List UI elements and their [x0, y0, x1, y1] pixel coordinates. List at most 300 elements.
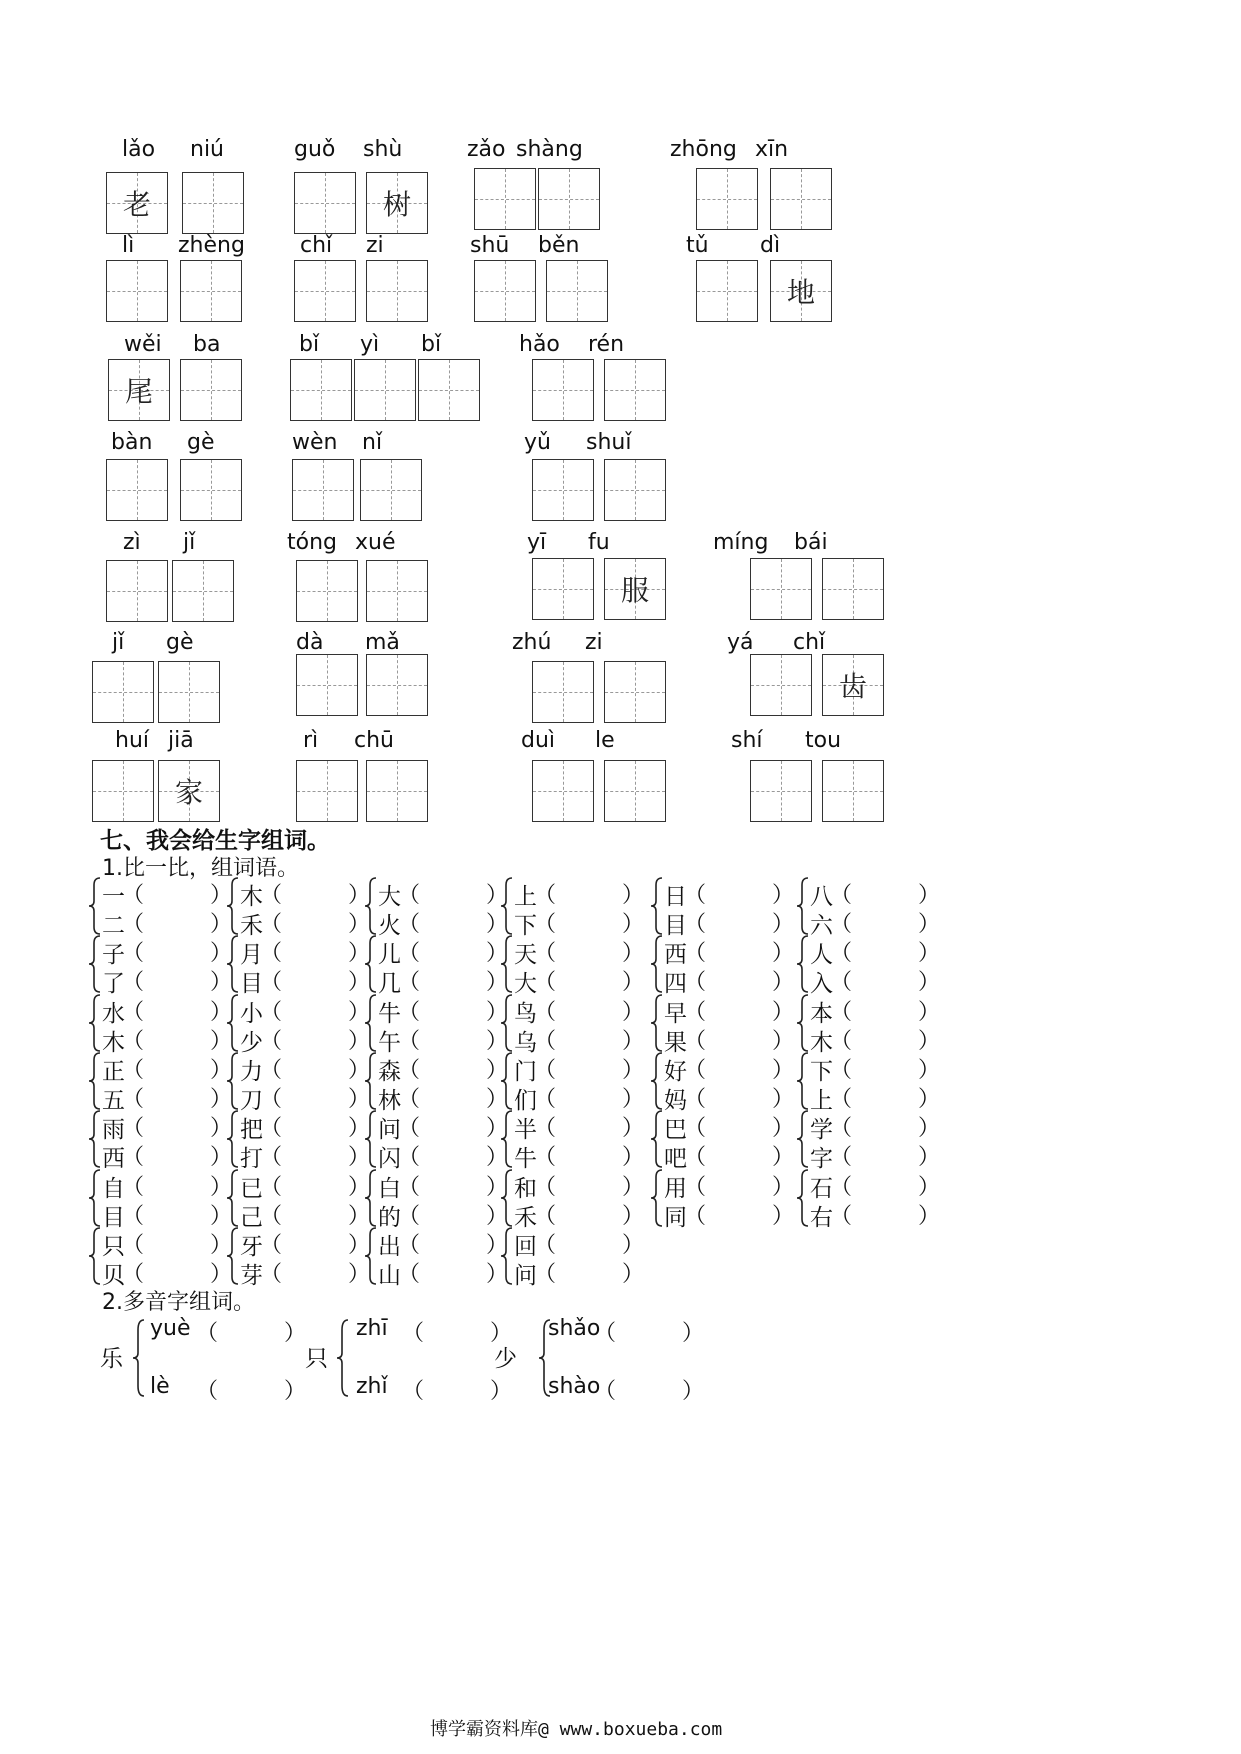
pinyin-label: dì: [760, 233, 781, 258]
pair-character: 小: [240, 1001, 263, 1027]
writing-box[interactable]: [106, 172, 168, 234]
pair-brace-icon: [364, 1109, 378, 1169]
pair-character: 目: [102, 1205, 125, 1231]
answer-blank[interactable]: （ ）: [830, 1087, 941, 1112]
answer-blank[interactable]: （ ）: [122, 1116, 233, 1141]
pair-brace-icon: [364, 876, 378, 936]
pinyin-label: tǔ: [686, 233, 709, 258]
pair-character: 问: [378, 1117, 401, 1143]
section-heading: 七、我会给生字组词。: [100, 828, 330, 854]
writing-box[interactable]: [532, 459, 594, 521]
pair-brace-icon: [650, 993, 664, 1053]
pair-character: 的: [378, 1205, 401, 1231]
answer-blank[interactable]: （ ）: [534, 1204, 645, 1229]
pair-character: 八: [810, 884, 833, 910]
pinyin-label: shàng: [516, 137, 583, 162]
answer-blank[interactable]: （ ）: [684, 1000, 795, 1025]
pair-character: 白: [378, 1176, 401, 1202]
pair-brace-icon: [650, 1168, 664, 1228]
pair-character: 己: [240, 1205, 263, 1231]
pinyin-label: tou: [805, 728, 842, 753]
writing-box[interactable]: [538, 168, 600, 230]
writing-box[interactable]: [180, 359, 242, 421]
box-character: [367, 561, 427, 621]
writing-box[interactable]: [532, 661, 594, 723]
pair-brace-icon: [650, 1109, 664, 1169]
box-character: [533, 460, 593, 520]
writing-box[interactable]: [296, 560, 358, 622]
answer-blank[interactable]: （ ）: [122, 1029, 233, 1054]
answer-blank[interactable]: （ ）: [684, 1116, 795, 1141]
pair-character: 闪: [378, 1146, 401, 1172]
writing-box[interactable]: [106, 260, 168, 322]
answer-blank[interactable]: （ ）: [260, 883, 371, 908]
writing-box[interactable]: [474, 168, 536, 230]
pair-character: 日: [664, 884, 687, 910]
answer-blank[interactable]: （ ）: [534, 1058, 645, 1083]
pair-brace-icon: [226, 1168, 240, 1228]
answer-blank[interactable]: （ ）: [260, 1058, 371, 1083]
pair-character: 目: [240, 971, 263, 997]
polyphone-reading: shǎo: [548, 1316, 601, 1341]
pair-character: 力: [240, 1059, 263, 1085]
box-character: [697, 169, 757, 229]
pair-character: 妈: [664, 1088, 687, 1114]
answer-blank[interactable]: （ ）: [122, 1175, 233, 1200]
pair-brace-icon: [88, 993, 102, 1053]
pinyin-label: jǐ: [112, 630, 125, 655]
writing-box[interactable]: [92, 661, 154, 723]
answer-blank[interactable]: （ ）: [534, 1262, 645, 1287]
answer-blank[interactable]: （ ）: [122, 912, 233, 937]
answer-blank[interactable]: （ ）: [534, 1000, 645, 1025]
writing-box[interactable]: [546, 260, 608, 322]
writing-box[interactable]: [108, 359, 170, 421]
pair-character: 人: [810, 942, 833, 968]
pair-brace-icon: [88, 876, 102, 936]
pair-character: 天: [514, 942, 537, 968]
answer-blank[interactable]: （ ）: [260, 1145, 371, 1170]
pair-character: 只: [102, 1234, 125, 1260]
pair-character: 用: [664, 1176, 687, 1202]
pair-character: 巴: [664, 1117, 687, 1143]
writing-box[interactable]: [532, 760, 594, 822]
box-character: [355, 360, 415, 420]
pair-character: 把: [240, 1117, 263, 1143]
answer-blank[interactable]: （ ）: [830, 883, 941, 908]
pair-character: 和: [514, 1176, 537, 1202]
writing-box[interactable]: [770, 260, 832, 322]
answer-blank[interactable]: （ ）: [534, 970, 645, 995]
pair-character: 禾: [514, 1205, 537, 1231]
box-character: [751, 761, 811, 821]
pair-character: 鸟: [514, 1001, 537, 1027]
pair-character: 上: [810, 1088, 833, 1114]
box-character: [295, 261, 355, 321]
pinyin-label: dà: [296, 630, 324, 655]
pair-character: 半: [514, 1117, 537, 1143]
box-character: 树: [382, 188, 411, 221]
pair-character: 火: [378, 913, 401, 939]
pinyin-label: bǐ: [299, 332, 320, 357]
answer-blank[interactable]: （ ）: [534, 1029, 645, 1054]
answer-blank[interactable]: （ ）: [122, 970, 233, 995]
pinyin-label: chǐ: [300, 233, 333, 258]
box-character: [751, 655, 811, 715]
answer-blank[interactable]: （ ）: [398, 1262, 509, 1287]
box-character: [533, 559, 593, 619]
pinyin-label: zhèng: [178, 233, 245, 258]
answer-blank[interactable]: （ ）: [594, 1379, 705, 1404]
pair-character: 木: [240, 884, 263, 910]
pinyin-label: shí: [731, 728, 763, 753]
answer-blank[interactable]: （ ）: [260, 1233, 371, 1258]
pinyin-label: bái: [794, 530, 828, 555]
writing-box[interactable]: [604, 661, 666, 723]
answer-blank[interactable]: （ ）: [534, 1233, 645, 1258]
pinyin-label: zǎo: [467, 137, 506, 162]
writing-box[interactable]: [360, 459, 422, 521]
box-character: [533, 360, 593, 420]
writing-box[interactable]: [696, 260, 758, 322]
pair-character: 五: [102, 1088, 125, 1114]
pinyin-label: huí: [115, 728, 149, 753]
polyphone-character: 少: [494, 1346, 517, 1372]
writing-box[interactable]: [296, 654, 358, 716]
pair-brace-icon: [364, 1226, 378, 1286]
pair-character: 回: [514, 1234, 537, 1260]
writing-box[interactable]: [532, 359, 594, 421]
box-character: [547, 261, 607, 321]
answer-blank[interactable]: （ ）: [684, 1087, 795, 1112]
pair-character: 月: [240, 942, 263, 968]
pinyin-label: le: [595, 728, 615, 753]
box-character: [533, 761, 593, 821]
polyphone-reading: zhǐ: [356, 1374, 388, 1399]
writing-box[interactable]: [106, 459, 168, 521]
pair-character: 门: [514, 1059, 537, 1085]
writing-box[interactable]: [366, 760, 428, 822]
answer-blank[interactable]: （ ）: [684, 1029, 795, 1054]
box-character: [159, 662, 219, 722]
pair-brace-icon: [364, 1168, 378, 1228]
pair-brace-icon: [364, 993, 378, 1053]
box-character: [107, 561, 167, 621]
pair-character: 已: [240, 1176, 263, 1202]
answer-blank[interactable]: （ ）: [830, 1058, 941, 1083]
answer-blank[interactable]: （ ）: [260, 1000, 371, 1025]
pair-character: 六: [810, 913, 833, 939]
pair-character: 问: [514, 1263, 537, 1289]
writing-box[interactable]: [180, 260, 242, 322]
pinyin-label: shū: [470, 233, 510, 258]
polyphone-reading: zhī: [356, 1316, 388, 1341]
part1-title: 1.比一比，组词语。: [102, 856, 299, 881]
pinyin-label: wèn: [292, 430, 338, 455]
answer-blank[interactable]: （ ）: [830, 941, 941, 966]
writing-box[interactable]: [290, 359, 352, 421]
pinyin-label: gè: [187, 430, 215, 455]
polyphone-reading: lè: [150, 1374, 170, 1399]
answer-blank[interactable]: （ ）: [398, 1000, 509, 1025]
pair-brace-icon: [226, 993, 240, 1053]
answer-blank[interactable]: （ ）: [684, 1145, 795, 1170]
answer-blank[interactable]: （ ）: [122, 1000, 233, 1025]
pair-character: 出: [378, 1234, 401, 1260]
box-character: [533, 662, 593, 722]
pair-character: 正: [102, 1059, 125, 1085]
writing-box[interactable]: [92, 760, 154, 822]
answer-blank[interactable]: （ ）: [260, 1175, 371, 1200]
writing-box[interactable]: [366, 172, 428, 234]
writing-box[interactable]: [822, 760, 884, 822]
answer-blank[interactable]: （ ）: [830, 1175, 941, 1200]
answer-blank[interactable]: （ ）: [260, 941, 371, 966]
pair-character: 目: [664, 913, 687, 939]
answer-blank[interactable]: （ ）: [830, 1029, 941, 1054]
pair-brace-icon: [500, 1051, 514, 1111]
pinyin-label: yǔ: [524, 430, 551, 455]
pair-character: 芽: [240, 1263, 263, 1289]
writing-box[interactable]: [750, 654, 812, 716]
answer-blank[interactable]: （ ）: [684, 1204, 795, 1229]
answer-blank[interactable]: （ ）: [260, 970, 371, 995]
box-character: [475, 169, 535, 229]
pair-character: 牛: [378, 1001, 401, 1027]
pinyin-label: xué: [355, 530, 396, 555]
answer-blank[interactable]: （ ）: [534, 1087, 645, 1112]
answer-blank[interactable]: （ ）: [122, 883, 233, 908]
pinyin-label: gè: [166, 630, 194, 655]
answer-blank[interactable]: （ ）: [196, 1379, 307, 1404]
answer-blank[interactable]: （ ）: [830, 1116, 941, 1141]
pinyin-label: jiā: [168, 728, 194, 753]
box-character: 服: [620, 574, 649, 607]
pair-brace-icon: [650, 934, 664, 994]
pair-character: 吧: [664, 1146, 687, 1172]
pair-character: 石: [810, 1176, 833, 1202]
writing-box[interactable]: [106, 560, 168, 622]
pair-character: 本: [810, 1001, 833, 1027]
polyphone-brace-icon: [336, 1318, 350, 1398]
pinyin-label: zi: [366, 233, 384, 258]
pair-character: 学: [810, 1117, 833, 1143]
pair-character: 少: [240, 1030, 263, 1056]
answer-blank[interactable]: （ ）: [398, 912, 509, 937]
pair-character: 水: [102, 1001, 125, 1027]
box-character: [771, 169, 831, 229]
answer-blank[interactable]: （ ）: [260, 1204, 371, 1229]
answer-blank[interactable]: （ ）: [122, 1087, 233, 1112]
writing-box[interactable]: [604, 760, 666, 822]
pair-brace-icon: [226, 934, 240, 994]
writing-box[interactable]: [418, 359, 480, 421]
writing-box[interactable]: [366, 560, 428, 622]
answer-blank[interactable]: （ ）: [260, 912, 371, 937]
writing-box[interactable]: [770, 168, 832, 230]
writing-box[interactable]: [172, 560, 234, 622]
polyphone-character: 只: [305, 1346, 328, 1372]
answer-blank[interactable]: （ ）: [260, 1087, 371, 1112]
pair-character: 西: [102, 1146, 125, 1172]
pinyin-label: wěi: [124, 332, 162, 357]
answer-blank[interactable]: （ ）: [534, 883, 645, 908]
writing-box[interactable]: [294, 260, 356, 322]
pinyin-label: nǐ: [362, 430, 383, 455]
answer-blank[interactable]: （ ）: [594, 1321, 705, 1346]
pinyin-label: shuǐ: [586, 430, 632, 455]
box-character: [295, 173, 355, 233]
writing-box[interactable]: [296, 760, 358, 822]
pair-brace-icon: [88, 1051, 102, 1111]
pinyin-label: fu: [588, 530, 610, 555]
answer-blank[interactable]: （ ）: [398, 1116, 509, 1141]
writing-box[interactable]: [604, 558, 666, 620]
pair-character: 一: [102, 884, 125, 910]
answer-blank[interactable]: （ ）: [398, 1175, 509, 1200]
answer-blank[interactable]: （ ）: [684, 1175, 795, 1200]
box-character: [605, 761, 665, 821]
answer-blank[interactable]: （ ）: [402, 1379, 513, 1404]
answer-blank[interactable]: （ ）: [534, 912, 645, 937]
writing-box[interactable]: [474, 260, 536, 322]
box-character: 老: [122, 188, 151, 221]
answer-blank[interactable]: （ ）: [122, 1204, 233, 1229]
answer-blank[interactable]: （ ）: [122, 1145, 233, 1170]
answer-blank[interactable]: （ ）: [398, 970, 509, 995]
pinyin-label: niú: [190, 137, 224, 162]
answer-blank[interactable]: （ ）: [398, 941, 509, 966]
answer-blank[interactable]: （ ）: [398, 1233, 509, 1258]
writing-box[interactable]: [294, 172, 356, 234]
answer-blank[interactable]: （ ）: [684, 912, 795, 937]
answer-blank[interactable]: （ ）: [684, 941, 795, 966]
pair-brace-icon: [500, 1226, 514, 1286]
pair-brace-icon: [88, 1168, 102, 1228]
box-character: [291, 360, 351, 420]
writing-box[interactable]: [822, 654, 884, 716]
answer-blank[interactable]: （ ）: [398, 1087, 509, 1112]
writing-box[interactable]: [750, 760, 812, 822]
answer-blank[interactable]: （ ）: [534, 941, 645, 966]
box-character: [367, 761, 427, 821]
answer-blank[interactable]: （ ）: [122, 1262, 233, 1287]
pinyin-label: bǐ: [421, 332, 442, 357]
box-character: [183, 173, 243, 233]
pair-brace-icon: [500, 876, 514, 936]
answer-blank[interactable]: （ ）: [122, 1233, 233, 1258]
box-character: [173, 561, 233, 621]
answer-blank[interactable]: （ ）: [684, 883, 795, 908]
answer-blank[interactable]: （ ）: [402, 1321, 513, 1346]
pair-character: 森: [378, 1059, 401, 1085]
box-character: [605, 360, 665, 420]
pair-character: 贝: [102, 1263, 125, 1289]
writing-box[interactable]: [822, 558, 884, 620]
pair-character: 子: [102, 942, 125, 968]
writing-box[interactable]: [158, 760, 220, 822]
writing-box[interactable]: [532, 558, 594, 620]
box-character: [181, 261, 241, 321]
pinyin-label: rén: [588, 332, 625, 357]
writing-box[interactable]: [366, 654, 428, 716]
pinyin-label: chū: [354, 728, 394, 753]
answer-blank[interactable]: （ ）: [534, 1145, 645, 1170]
writing-box[interactable]: [366, 260, 428, 322]
writing-box[interactable]: [180, 459, 242, 521]
pinyin-label: zì: [123, 530, 141, 555]
writing-box[interactable]: [182, 172, 244, 234]
answer-blank[interactable]: （ ）: [684, 970, 795, 995]
box-character: [823, 559, 883, 619]
answer-blank[interactable]: （ ）: [260, 1262, 371, 1287]
box-character: [605, 662, 665, 722]
writing-box[interactable]: [696, 168, 758, 230]
answer-blank[interactable]: （ ）: [398, 1145, 509, 1170]
box-character: [297, 655, 357, 715]
pinyin-label: mǎ: [365, 630, 400, 655]
answer-blank[interactable]: （ ）: [684, 1058, 795, 1083]
answer-blank[interactable]: （ ）: [830, 1145, 941, 1170]
answer-blank[interactable]: （ ）: [830, 1000, 941, 1025]
pair-brace-icon: [796, 934, 810, 994]
answer-blank[interactable]: （ ）: [260, 1029, 371, 1054]
pair-brace-icon: [364, 934, 378, 994]
pair-character: 西: [664, 942, 687, 968]
writing-box[interactable]: [292, 459, 354, 521]
answer-blank[interactable]: （ ）: [830, 970, 941, 995]
pinyin-label: lì: [122, 233, 135, 258]
box-character: [539, 169, 599, 229]
pair-character: 牛: [514, 1146, 537, 1172]
answer-blank[interactable]: （ ）: [122, 941, 233, 966]
answer-blank[interactable]: （ ）: [398, 883, 509, 908]
answer-blank[interactable]: （ ）: [534, 1116, 645, 1141]
pair-character: 打: [240, 1146, 263, 1172]
box-character: [605, 460, 665, 520]
answer-blank[interactable]: （ ）: [398, 1058, 509, 1083]
pinyin-label: xīn: [755, 137, 789, 162]
pair-character: 乌: [514, 1030, 537, 1056]
pair-brace-icon: [88, 1226, 102, 1286]
answer-blank[interactable]: （ ）: [122, 1058, 233, 1083]
pair-character: 林: [378, 1088, 401, 1114]
pinyin-label: ba: [193, 332, 221, 357]
answer-blank[interactable]: （ ）: [196, 1321, 307, 1346]
answer-blank[interactable]: （ ）: [534, 1175, 645, 1200]
box-character: [297, 761, 357, 821]
answer-blank[interactable]: （ ）: [398, 1029, 509, 1054]
writing-box[interactable]: [604, 459, 666, 521]
answer-blank[interactable]: （ ）: [830, 1204, 941, 1229]
answer-blank[interactable]: （ ）: [398, 1204, 509, 1229]
pinyin-label: yī: [527, 530, 547, 555]
writing-box[interactable]: [604, 359, 666, 421]
part2-title: 2.多音字组词。: [102, 1290, 255, 1315]
writing-box[interactable]: [354, 359, 416, 421]
box-character: [181, 460, 241, 520]
writing-box[interactable]: [158, 661, 220, 723]
writing-box[interactable]: [750, 558, 812, 620]
pair-character: 牙: [240, 1234, 263, 1260]
answer-blank[interactable]: （ ）: [830, 912, 941, 937]
pair-character: 果: [664, 1030, 687, 1056]
box-character: 家: [174, 776, 203, 809]
answer-blank[interactable]: （ ）: [260, 1116, 371, 1141]
pinyin-label: guǒ: [294, 137, 336, 162]
pair-brace-icon: [364, 1051, 378, 1111]
pair-brace-icon: [796, 876, 810, 936]
